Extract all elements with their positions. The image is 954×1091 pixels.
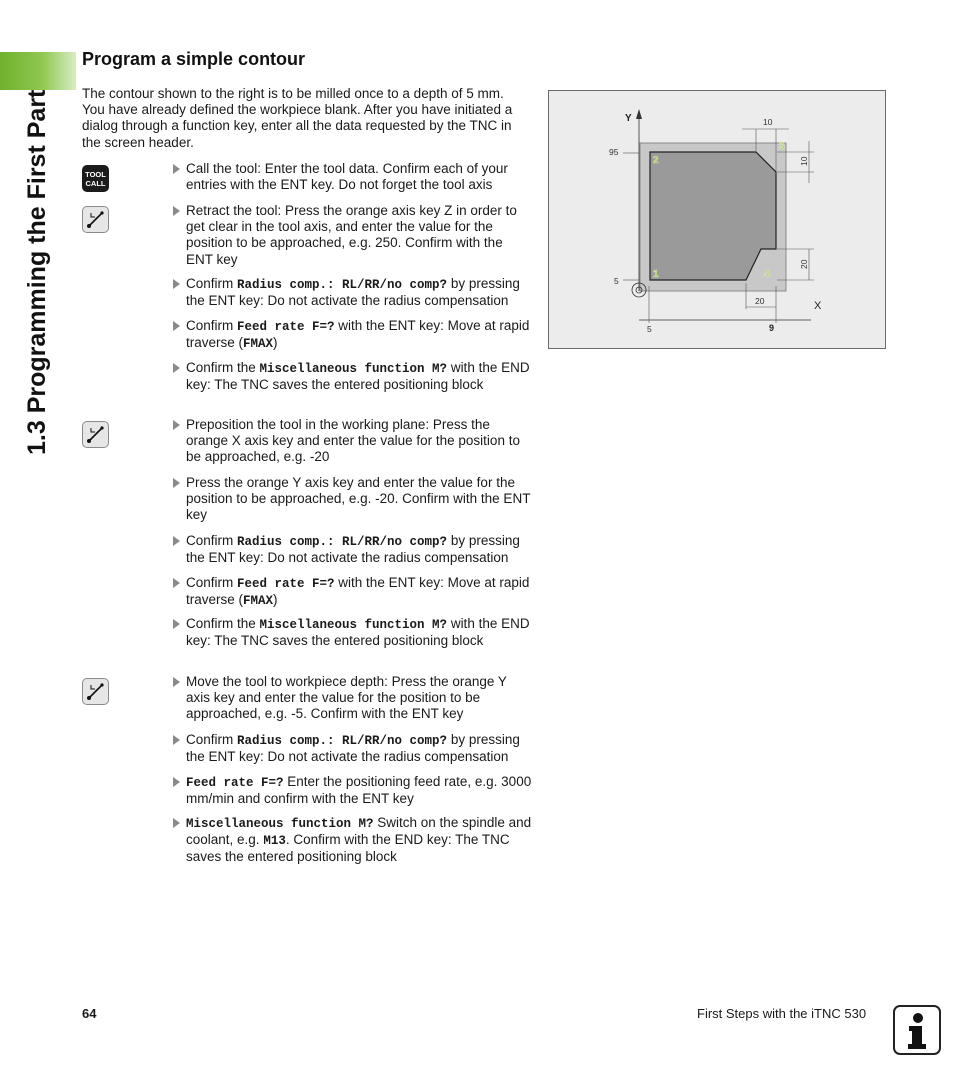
bullet-triangle-icon bbox=[173, 777, 180, 787]
step-item: Retract the tool: Press the orange axis key Z in order to get clear in the tool axis, and enter the value for the position to be approached, e.g. 250. Confirm with the ENT key bbox=[173, 203, 533, 268]
y5-label: 5 bbox=[614, 276, 619, 286]
info-icon bbox=[893, 1005, 941, 1055]
bullet-triangle-icon bbox=[173, 536, 180, 546]
intro-text: The contour shown to the right is to be milled once to a depth of 5 mm. You have already defined the workpiece blank. After you have initiated a dialog through a function key, enter all the data requested by the TNC in the screen header. bbox=[82, 86, 513, 150]
step-item: Move the tool to workpiece depth: Press the orange Y axis key and enter the value for the position to be approached, e.g. -5. Confirm with the ENT key bbox=[173, 674, 533, 723]
bullet-triangle-icon bbox=[173, 420, 180, 430]
step-item: Confirm Radius comp.: RL/RR/no comp? by pressing the ENT key: Do not activate the radius compensation bbox=[173, 276, 533, 309]
step-item: Confirm the Miscellaneous function M? with the END key: The TNC saves the entered positioning block bbox=[173, 616, 533, 649]
axis-x-label: X bbox=[814, 300, 822, 312]
dim-right-bottom-label: 20 bbox=[799, 259, 809, 269]
bullet-triangle-icon bbox=[173, 677, 180, 687]
step-item: Confirm Radius comp.: RL/RR/no comp? by pressing the ENT key: Do not activate the radius compensation bbox=[173, 732, 533, 765]
contour-figure bbox=[548, 90, 886, 349]
point-2-label: 2 bbox=[653, 155, 659, 166]
bullet-triangle-icon bbox=[173, 619, 180, 629]
footer-title: First Steps with the iTNC 530 bbox=[697, 1006, 867, 1021]
axis-y-label: Y bbox=[625, 113, 632, 124]
dim-bottom-label: 20 bbox=[755, 296, 765, 306]
point-4-label: 4 bbox=[764, 269, 770, 280]
x5-label: 5 bbox=[647, 324, 652, 334]
tool-call-key-icon bbox=[82, 165, 109, 192]
page-number: 64 bbox=[82, 1006, 97, 1021]
contour-drawing bbox=[549, 91, 885, 348]
x95-label: 9 bbox=[769, 323, 775, 333]
bullet-triangle-icon bbox=[173, 206, 180, 216]
dim-right-top-label: 10 bbox=[799, 156, 809, 166]
tool-call-line1: TOOL bbox=[85, 169, 106, 179]
section-title: Program a simple contour bbox=[82, 49, 306, 69]
step-item: Preposition the tool in the working plane: Press the orange X axis key and enter the value for the position to be approached, e.g. -20 bbox=[173, 417, 533, 466]
linear-path-key-icon bbox=[82, 206, 109, 233]
bullet-triangle-icon bbox=[173, 478, 180, 488]
bullet-triangle-icon bbox=[173, 164, 180, 174]
linear-path-key-icon bbox=[82, 678, 109, 705]
chapter-title: 1.3 Programming the First Part bbox=[23, 89, 51, 455]
point-3-label: 3 bbox=[779, 141, 785, 152]
point-1-label: 1 bbox=[653, 269, 659, 280]
dim-top-label: 10 bbox=[763, 117, 773, 127]
y95-label: 95 bbox=[609, 147, 619, 157]
step-item: Confirm Feed rate F=? with the ENT key: Move at rapid traverse (FMAX) bbox=[173, 318, 533, 352]
linear-path-key-icon bbox=[82, 421, 109, 448]
step-item: Confirm Radius comp.: RL/RR/no comp? by pressing the ENT key: Do not activate the radius compensation bbox=[173, 533, 533, 566]
step-item: Confirm Feed rate F=? with the ENT key: Move at rapid traverse (FMAX) bbox=[173, 575, 533, 609]
step-item: Call the tool: Enter the tool data. Confirm each of your entries with the ENT key. Do not forget the tool axis bbox=[173, 161, 533, 193]
bullet-triangle-icon bbox=[173, 578, 180, 588]
step-item: Confirm the Miscellaneous function M? with the END key: The TNC saves the entered positioning block bbox=[173, 360, 533, 393]
step-item: Press the orange Y axis key and enter the value for the position to be approached, e.g. -20. Confirm with the ENT key bbox=[173, 475, 533, 524]
step-item: Feed rate F=? Enter the positioning feed rate, e.g. 3000 mm/min and confirm with the ENT key bbox=[173, 774, 533, 807]
bullet-triangle-icon bbox=[173, 818, 180, 828]
bullet-triangle-icon bbox=[173, 735, 180, 745]
tool-call-line2: CALL bbox=[85, 178, 106, 188]
bullet-triangle-icon bbox=[173, 363, 180, 373]
bullet-triangle-icon bbox=[173, 321, 180, 331]
step-item: Miscellaneous function M? Switch on the spindle and coolant, e.g. M13. Confirm with the END key: The TNC saves the entered positioning block bbox=[173, 815, 533, 866]
bullet-triangle-icon bbox=[173, 279, 180, 289]
